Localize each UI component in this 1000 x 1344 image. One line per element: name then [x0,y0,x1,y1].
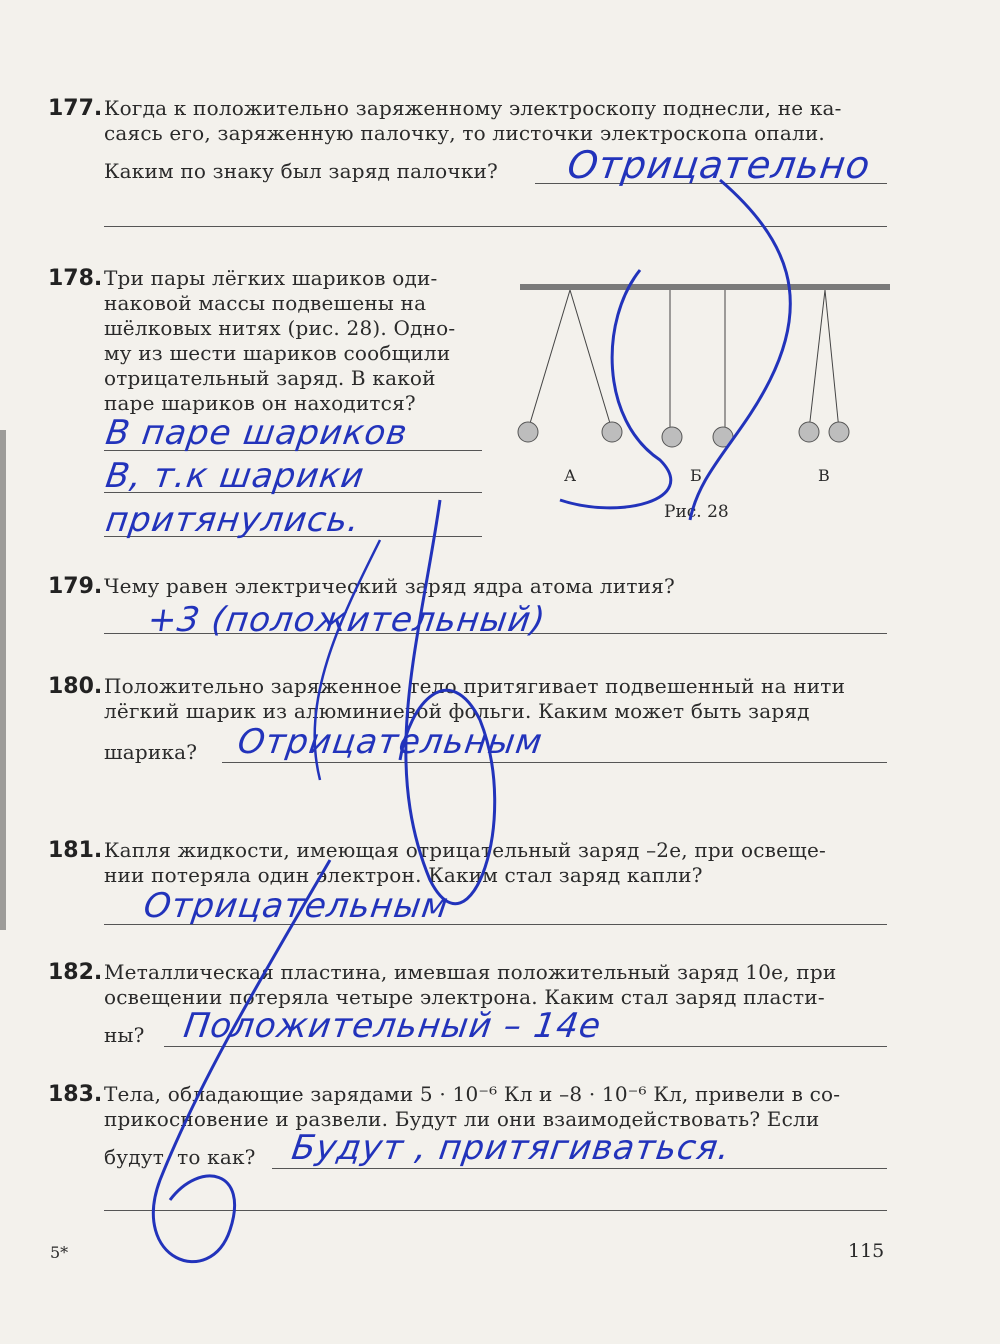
question-text-line: саясь его, заряженную палочку, то листочки электроскопа опали. [104,121,825,145]
page-edge-shadow [0,430,6,930]
question-text-line: Три пары лёгких шариков оди- [104,266,438,290]
thread [809,290,825,430]
question-text-line: паре шариков он находится? [104,391,416,415]
question-text-line: Металлическая пластина, имевшая положительный заряд 10e, при [104,960,837,984]
question-number: 182. [48,960,103,985]
figure-label-b: Б [690,466,702,485]
ball [602,422,622,442]
question-text-line: наковой массы подвешены на [104,291,427,315]
ball [518,422,538,442]
handwritten-answer: Отрицательно [564,143,874,187]
figure-label-a: А [564,466,577,485]
answer-line [164,1046,887,1047]
question-text-line: Тела, обладающие зарядами 5 · 10⁻⁶ Кл и –8 · 10⁻⁶ Кл, привели в со- [104,1082,841,1106]
question-number: 181. [48,838,103,863]
handwritten-answer: В, т.к шарики [103,456,367,496]
footer-signature-mark: 5* [50,1243,69,1262]
thread [570,290,612,430]
question-text-line: Капля жидкости, имеющая отрицательный заряд –2e, при освеще- [104,838,826,862]
handwritten-answer: притянулись. [103,500,363,540]
question-text-line: Каким по знаку был заряд палочки? [104,159,498,183]
question-text-line: прикосновение и развели. Будут ли они взаимодействовать? Если [104,1107,820,1131]
question-text-line: шарика? [104,740,198,764]
ball [713,427,733,447]
ball [799,422,819,442]
figure-caption: Рис. 28 [664,502,729,522]
page-number: 115 [848,1240,885,1262]
question-text-line: Когда к положительно заряженному электроскопу поднесли, не ка- [104,96,842,120]
pendulum-figure [500,270,900,530]
question-text-line: Положительно заряженное тело притягивает подвешенный на нити [104,674,846,698]
handwritten-answer: Отрицательным [141,886,452,926]
question-text-line: отрицательный заряд. В какой [104,366,436,390]
question-number: 177. [48,96,103,121]
question-text-line: будут, то как? [104,1145,256,1169]
figure-label-c: В [818,466,830,485]
handwritten-answer: Будут , притягиваться. [289,1128,733,1168]
question-text-line: лёгкий шарик из алюминиевой фольги. Каким может быть заряд [104,699,810,723]
question-text-line: нии потеряла один электрон. Каким стал заряд капли? [104,863,703,887]
handwritten-answer: В паре шариков [103,413,411,453]
question-number: 183. [48,1082,103,1107]
handwritten-answer: +3 (положительный) [145,600,549,640]
thread [528,290,570,430]
ball [662,427,682,447]
question-text-line: ны? [104,1023,145,1047]
handwritten-answer: Положительный – 14е [181,1006,604,1046]
suspension-bar [520,284,890,290]
answer-line [104,226,887,227]
question-number: 178. [48,266,103,291]
thread [825,290,839,430]
answer-line [272,1168,887,1169]
handwritten-answer: Отрицательным [235,722,546,762]
ball [829,422,849,442]
question-text-line: освещении потеряла четыре электрона. Каким стал заряд пласти- [104,985,825,1009]
answer-line [222,762,887,763]
answer-line [104,1210,887,1211]
question-number: 180. [48,674,103,699]
question-number: 179. [48,574,103,599]
question-text-line: му из шести шариков сообщили [104,341,451,365]
question-text-line: шёлковых нитях (рис. 28). Одно- [104,316,456,340]
question-text-line: Чему равен электрический заряд ядра атома лития? [104,574,675,598]
